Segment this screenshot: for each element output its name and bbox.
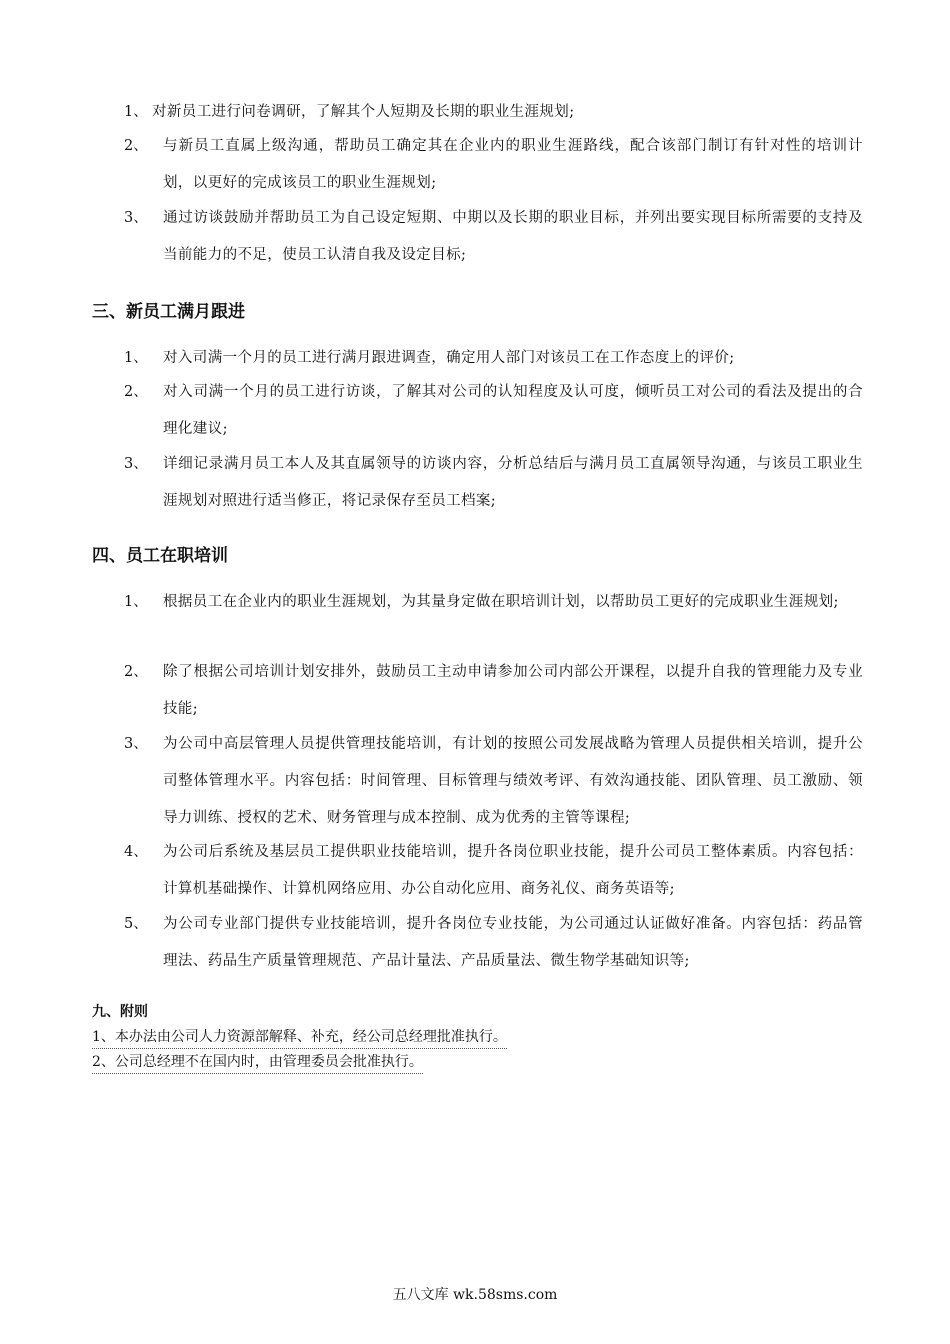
list-item-text: 对入司满一个月的员工进行满月跟进调查，确定用人部门对该员工在工作态度上的评价; <box>163 350 735 366</box>
list-item-text: 对新员工进行问卷调研，了解其个人短期及长期的职业生涯规划; <box>152 104 575 120</box>
list-item-text: 为公司中高层管理人员提供管理技能培训，有计划的按照公司发展战略为管理人员提供相关培训，提升公司整体管理水平。内容包括：时间管理、目标管理与绩效考评、有效沟通技能、团队管理、员工激励、领导力训练、授权的艺术、财务管理与成本控制、成为优秀的主管等课程; <box>163 736 863 826</box>
list-item-text: 与新员工直属上级沟通，帮助员工确定其在企业内的职业生涯路线，配合该部门制订有针对性的培训计划，以更好的完成该员工的职业生涯规划; <box>163 138 863 191</box>
list-item-text: 对入司满一个月的员工进行访谈，了解其对公司的认知程度及认可度，倾听员工对公司的看法及提出的合理化建议; <box>163 384 863 437</box>
section-heading: 三、新员工满月跟进 <box>92 302 245 322</box>
list-item-text: 为公司后系统及基层员工提供职业技能培训，提升各岗位职业技能，提升公司员工整体素质。内容包括：计算机基础操作、计算机网络应用、办公自动化应用、商务礼仪、商务英语等; <box>163 844 863 897</box>
list-item-text: 通过访谈鼓励并帮助员工为自己设定短期、中期以及长期的职业目标，并列出要实现目标所需要的支持及当前能力的不足，使员工认清自我及设定目标; <box>163 210 863 263</box>
list-item-number: 3、 <box>124 456 148 472</box>
list-item-text: 根据员工在企业内的职业生涯规划，为其量身定做在职培训计划，以帮助员工更好的完成职业生涯规划; <box>163 594 839 610</box>
appendix-line: 2、公司总经理不在国内时，由管理委员会批准执行。 <box>92 1053 423 1074</box>
list-item-text: 除了根据公司培训计划安排外，鼓励员工主动申请参加公司内部公开课程，以提升自我的管理能力及专业技能; <box>163 664 863 717</box>
list-item-number: 2、 <box>124 384 148 400</box>
list-item-number: 5、 <box>124 916 148 932</box>
list-item-number: 1、 <box>124 104 148 120</box>
footer-watermark: 五八文库 wk.58sms.com <box>392 1287 558 1303</box>
list-item-number: 2、 <box>124 664 148 680</box>
section-heading: 四、员工在职培训 <box>92 546 228 566</box>
list-item-number: 2、 <box>124 138 148 154</box>
list-item-number: 3、 <box>124 210 148 226</box>
list-item-text: 为公司专业部门提供专业技能培训，提升各岗位专业技能，为公司通过认证做好准备。内容包括：药品管理法、药品生产质量管理规范、产品计量法、产品质量法、微生物学基础知识等; <box>163 916 863 969</box>
list-item-number: 4、 <box>124 844 148 860</box>
appendix-title: 九、附则 <box>92 1004 148 1020</box>
list-item-number: 1、 <box>124 594 148 610</box>
list-item-text: 详细记录满月员工本人及其直属领导的访谈内容，分析总结后与满月员工直属领导沟通，与该员工职业生涯规划对照进行适当修正，将记录保存至员工档案; <box>163 456 863 509</box>
appendix-line: 1、本办法由公司人力资源部解释、补充，经公司总经理批准执行。 <box>92 1028 507 1049</box>
list-item-number: 1、 <box>124 350 148 366</box>
list-item-number: 3、 <box>124 736 148 752</box>
